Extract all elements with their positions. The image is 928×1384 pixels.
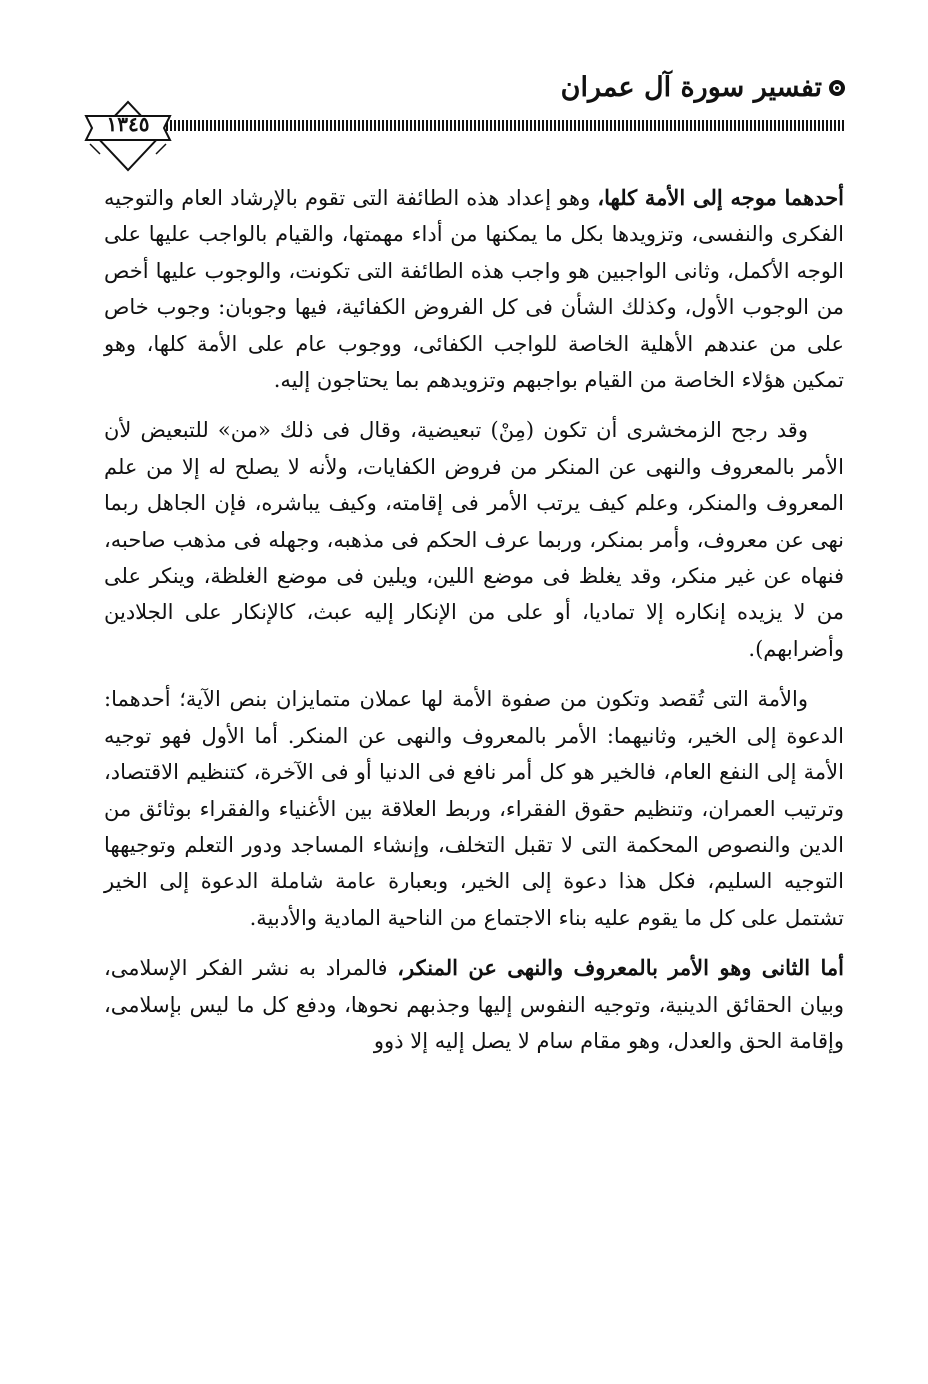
paragraph-text: وقد رجح الزمخشرى أن تكون (مِنْ) تبعيضية، وقال فى ذلك «من» للتبعيض لأن الأمر بالمعروف والنهى عن المنكر من فروض الكفايات، ولأنه لا يصلح له إلا من علم المعروف والمنكر، وعلم كيف يرتب الأمر فى إقامته، وكيف يباشره، فإن الجاهل ربما نهى عن معروف، وأمر بمنكر، وربما عرف الحكم فى مذهبه، وجهله فى مذهب صاحبه، فنهاه عن غير منكر، وقد يغلظ فى موضع اللين، ويلين فى موضع الغلظة، وينكر على من لا يزيده إنكاره إلا تماديا، أو على من الإنكار إليه عبث، كالإنكار على الجلادين وأضرابهم). (104, 418, 844, 661)
page-number-badge-icon (80, 98, 176, 174)
paragraph-lead: أما الثانى وهو الأمر بالمعروف والنهى عن المنكر، (397, 955, 844, 981)
paragraph-3 (104, 681, 844, 936)
paragraph-2 (104, 412, 844, 667)
surah-title: تفسير سورة آل عمران (560, 72, 822, 103)
paragraph-text: والأمة التى تُقصد وتكون من صفوة الأمة لها عملان متمايزان بنص الآية؛ أحدهما: الدعوة إلى الخير، وثانيهما: الأمر بالمعروف والنهى عن المنكر. أما الأول فهو توجيه الأمة إلى النفع العام، فالخير هو كل أمر نافع فى الدنيا أو فى الآخرة، كتنظيم الاقتصاد، وترتيب العمران، وتنظيم حقوق الفقراء، وربط العلاقة بين الأغنياء والفقراء بوثائق من الدين والنصوص المحكمة التى لا تقبل التخلف، وإنشاء المساجد ودور التعلم وتوجيهها التوجيه السليم، فكل هذا دعوة إلى الخير، وبعبارة عامة شاملة الدعوة إلى الخير تشتمل على كل ما يقوم عليه بناء الاجتماع من الناحية المادية والأدبية. (104, 687, 844, 930)
paragraph-1 (104, 180, 844, 398)
body-text (104, 180, 844, 1073)
paragraph-lead: أحدهما موجه إلى الأمة كلها، (597, 185, 844, 210)
paragraph-text: وهو إعداد هذه الطائفة التى تقوم بالإرشاد العام والتوجيه الفكرى والنفسى، وتزويدها بكل ما يمكنها من أداء مهمتها، والقيام بالواجب عليها على الوجه الأكمل، وثانى الواجبين هو واجب هذه الطائفة التى تكونت، والوجوب عليها أخص من الوجوب الأول، وكذلك الشأن فى كل الفروض الكفائية، فيها وجوبان: وجوب خاص على من عندهم الأهلية الخاصة للواجب الكفائى، ووجوب عام على الأمة كلها، وهو تمكين هؤلاء الخاصة من القيام بواجبهم وتزويدهم بما يحتاجون إليه. (104, 186, 844, 393)
flower-ornament-icon (828, 79, 846, 97)
paragraph-4 (104, 950, 844, 1059)
header-rule (166, 120, 846, 131)
page-number: ١٣٤٥ (106, 112, 150, 136)
paragraph-text: فالمراد به نشر الفكر الإسلامى، وبيان الحقائق الدينية، وتوجيه النفوس إليها وجذبهم نحوها، ودفع كل ما ليس بإسلامى، وإقامة الحق والعدل، وهو مقام سام لا يصل إليه إلا ذوو (104, 956, 844, 1053)
